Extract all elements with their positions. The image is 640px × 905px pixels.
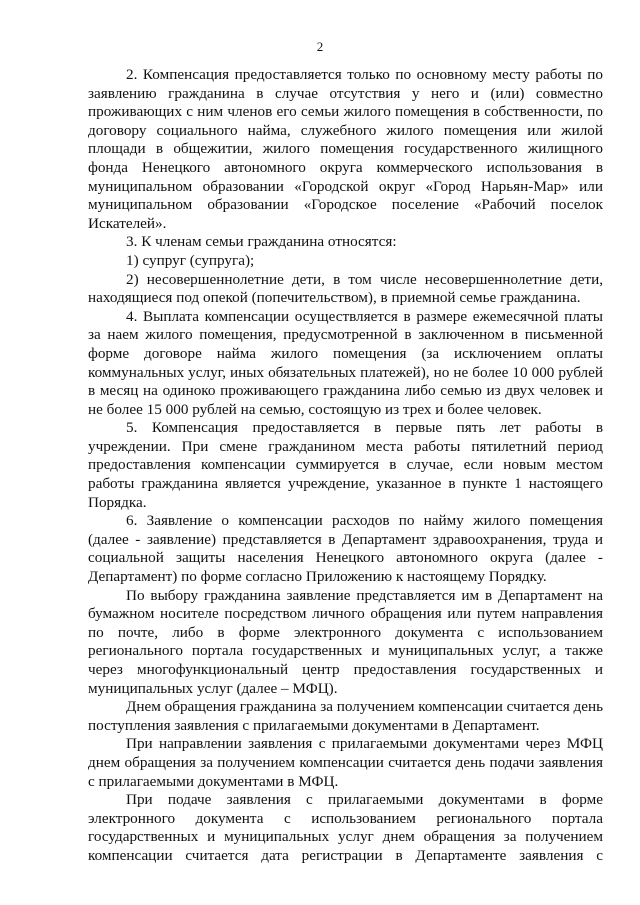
paragraph-3-item-1: 1) супруг (супруга); bbox=[126, 251, 255, 269]
paragraph-6-date-department: Днем обращения гражданина за получением компенсации считается день поступления заявления с прилагаемыми документами в Департамент. bbox=[88, 698, 603, 734]
paragraph-4: 4. Выплата компенсации осуществляется в размере ежемесячной платы за наем жилого помещения, предусмотренной в заключенном в письменной форме договоре найма жилого помещения (за исключением оплаты коммунальных услуг, иных обязательных платежей), но не более 10 000 рублей в месяц на одиноко проживающего гражданина либо семью из двух человек и не более 15 000 рублей на семью, состоящую из трех и более человек. bbox=[88, 307, 603, 418]
paragraph-6: 6. Заявление о компенсации расходов по найму жилого помещения (далее - заявление) представляется в Департамент здравоохранения, труда и социальной защиты населения Ненецкого автономного округа (далее - Департамент) по форме согласно Приложению к настоящему Порядку. bbox=[88, 512, 603, 586]
paragraph-6-date-mfc: При направлении заявления с прилагаемыми документами через МФЦ днем обращения за получением компенсации считается день подачи заявления с прилагаемыми документами в МФЦ. bbox=[88, 735, 603, 790]
paragraph-3-item-2: 2) несовершеннолетние дети, в том числе несовершеннолетние дети, находящиеся под опекой (попечительством), в приемной семье гражданина. bbox=[88, 270, 603, 307]
page-number: 2 bbox=[316, 39, 324, 54]
paragraph-6-date-portal: При подаче заявления с прилагаемыми документами в форме электронного документа с использованием регионального портала государственных и муниципальных услуг днем обращения за получением компенсации считается дата регистрации в Департаменте заявления с bbox=[88, 791, 603, 864]
paragraph-2: 2. Компенсация предоставляется только по основному месту работы по заявлению гражданина в случае отсутствия у него и (или) совместно проживающих с ним членов его семьи жилого помещения в собственности, по договору социального найма, служебного жилого помещения или жилой площади в общежитии, жилого помещения государственного жилищного фонда Ненецкого автономного округа коммерческого использования в муниципальном образовании «Городской округ «Город Нарьян-Мар» или муниципальном образовании «Городское поселение «Рабочий поселок Искателей». bbox=[88, 66, 603, 232]
paragraph-3: 3. К членам семьи гражданина относятся: bbox=[126, 233, 397, 251]
document-body bbox=[88, 66, 603, 866]
paragraph-5: 5. Компенсация предоставляется в первые пять лет работы в учреждении. При смене гражданином места работы пятилетний период предоставления компенсации суммируется в случае, если новым местом работы гражданина является учреждение, указанное в пункте 1 настоящего Порядка. bbox=[88, 419, 603, 511]
paragraph-6-submission: По выбору гражданина заявление представляется им в Департамент на бумажном носителе посредством личного обращения или путем направления по почте, либо в форме электронного документа с использованием регионального портала государственных и муниципальных услуг, а также через многофункциональный центр предоставления государственных и муниципальных услуг (далее – МФЦ). bbox=[88, 586, 603, 697]
